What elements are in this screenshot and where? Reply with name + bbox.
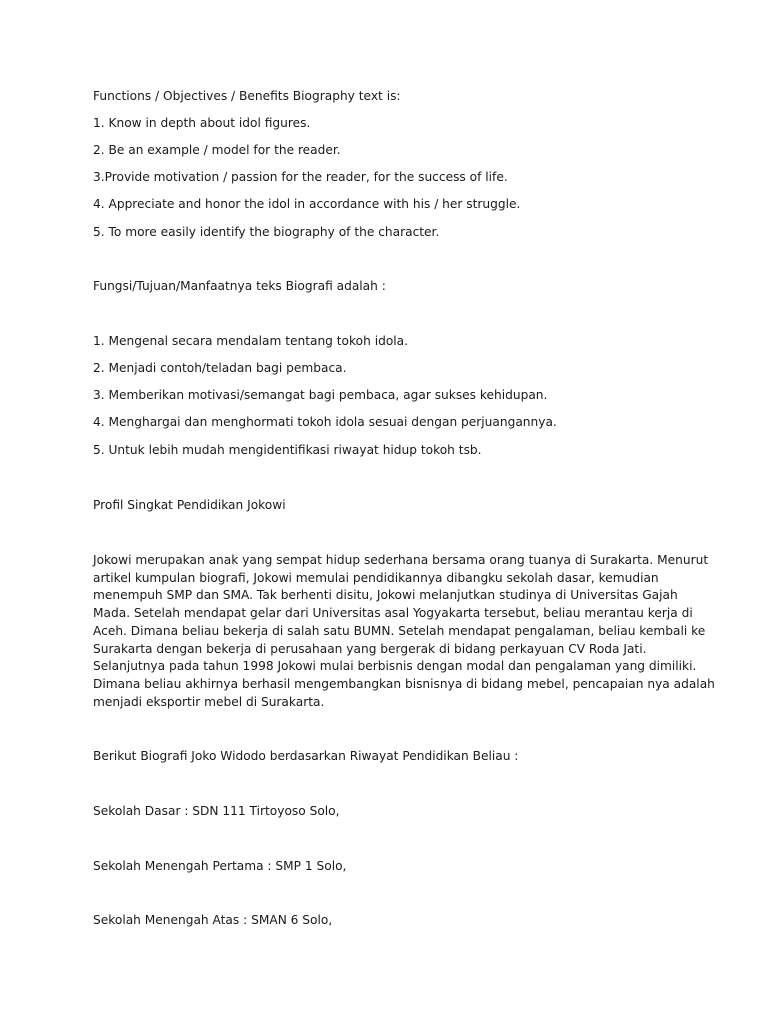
paragraph-line: menjadi eksportir mebel di Surakarta. <box>93 694 325 709</box>
paragraph-line: artikel kumpulan biografi, Jokowi memulai pendidikannya dibangku sekolah dasar, kemudian <box>93 570 659 585</box>
indonesian-heading: Fungsi/Tujuan/Manfaatnya teks Biografi adalah : <box>93 279 386 293</box>
paragraph-line: Selanjutnya pada tahun 1998 Jokowi mulai berbisnis dengan modal dan pengalaman yang dimiliki. <box>93 659 697 674</box>
profile-heading: Profil Singkat Pendidikan Jokowi <box>93 498 286 512</box>
education-sma: Sekolah Menengah Atas : SMAN 6 Solo, <box>93 913 333 927</box>
english-heading: Functions / Objectives / Benefits Biography text is: <box>93 89 401 103</box>
education-sd: Sekolah Dasar : SDN 111 Tirtoyoso Solo, <box>93 804 340 818</box>
indonesian-item-3: 3. Memberikan motivasi/semangat bagi pembaca, agar sukses kehidupan. <box>93 388 548 402</box>
paragraph-line: Dimana beliau akhirnya berhasil mengembangkan bisnisnya di bidang mebel, pencapaian nya adalah <box>93 676 715 691</box>
english-item-4: 4. Appreciate and honor the idol in accordance with his / her struggle. <box>93 197 521 211</box>
paragraph-line: Surakarta dengan bekerja di perusahaan yang bergerak di bidang perkayuan CV Roda Jati. <box>93 641 647 656</box>
indonesian-item-2: 2. Menjadi contoh/teladan bagi pembaca. <box>93 361 347 375</box>
english-item-1: 1. Know in depth about idol figures. <box>93 116 311 130</box>
paragraph-line: Jokowi merupakan anak yang sempat hidup sederhana bersama orang tuanya di Surakarta. Menurut <box>93 553 709 567</box>
paragraph-line: menempuh SMP dan SMA. Tak berhenti disitu, Jokowi melanjutkan studinya di Universitas Gajah <box>93 588 678 603</box>
profile-paragraph <box>93 552 715 711</box>
english-item-3: 3.Provide motivation / passion for the reader, for the success of life. <box>93 170 508 184</box>
indonesian-item-4: 4. Menghargai dan menghormati tokoh idola sesuai dengan perjuangannya. <box>93 415 557 429</box>
indonesian-item-1: 1. Mengenal secara mendalam tentang tokoh idola. <box>93 334 408 348</box>
paragraph-line: Mada. Setelah mendapat gelar dari Universitas asal Yogyakarta tersebut, beliau merantau kerja di <box>93 606 693 621</box>
paragraph-line: Aceh. Dimana beliau bekerja di salah satu BUMN. Setelah mendapat pengalaman, beliau kembali ke <box>93 623 706 638</box>
education-heading: Berikut Biografi Joko Widodo berdasarkan Riwayat Pendidikan Beliau : <box>93 749 519 763</box>
english-item-2: 2. Be an example / model for the reader. <box>93 143 341 157</box>
indonesian-item-5: 5. Untuk lebih mudah mengidentifikasi riwayat hidup tokoh tsb. <box>93 443 482 457</box>
education-smp: Sekolah Menengah Pertama : SMP 1 Solo, <box>93 859 347 873</box>
english-item-5: 5. To more easily identify the biography of the character. <box>93 225 440 239</box>
